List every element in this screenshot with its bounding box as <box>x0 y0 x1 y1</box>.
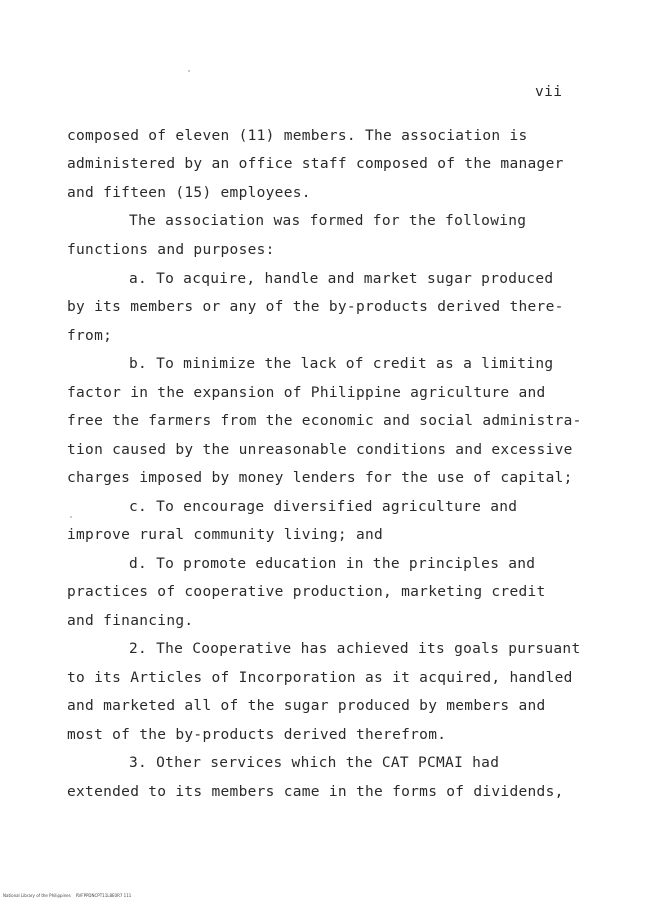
text-line: The association was formed for the following <box>129 213 527 229</box>
text-line: administered by an office staff composed of the manager <box>67 156 564 172</box>
text-line: d. To promote education in the principles and <box>129 556 536 572</box>
text-line: to its Articles of Incorporation as it acquired, handled <box>67 670 573 686</box>
text-line: and fifteen (15) employees. <box>67 185 311 201</box>
text-line: c. To encourage diversified agriculture and <box>129 499 518 515</box>
footer <box>3 893 131 898</box>
text-line: factor in the expansion of Philippine agriculture and <box>67 385 546 401</box>
text-line: 2. The Cooperative has achieved its goals pursuant <box>129 641 581 657</box>
text-line: improve rural community living; and <box>67 527 384 543</box>
text-line: functions and purposes: <box>67 242 275 258</box>
footer-library: National Library of the Philippines <box>3 893 71 898</box>
text-line: charges imposed by money lenders for the use of capital; <box>67 470 573 486</box>
text-line: by its members or any of the by-products derived there- <box>67 299 564 315</box>
text-line: most of the by-products derived therefrom. <box>67 727 447 743</box>
text-line: a. To acquire, handle and market sugar produced <box>129 271 554 287</box>
text-line: free the farmers from the economic and social administra- <box>67 413 582 429</box>
text-line: and marketed all of the sugar produced by members and <box>67 698 546 714</box>
text-line: practices of cooperative production, marketing credit <box>67 584 546 600</box>
text-line: 3. Other services which the CAT PCMAI had <box>129 755 500 771</box>
text-line: tion caused by the unreasonable conditions and excessive <box>67 442 573 458</box>
page-number: vii <box>535 84 563 100</box>
scan-speck <box>70 516 72 518</box>
scan-speck <box>188 70 190 72</box>
text-line: composed of eleven (11) members. The association is <box>67 128 528 144</box>
text-line: and financing. <box>67 613 194 629</box>
text-line: extended to its members came in the forms of dividends, <box>67 784 564 800</box>
text-line: b. To minimize the lack of credit as a limiting <box>129 356 554 372</box>
text-line: from; <box>67 328 113 344</box>
footer-code: RVFPPDNCPT11L8E0R7 111 <box>76 893 132 898</box>
